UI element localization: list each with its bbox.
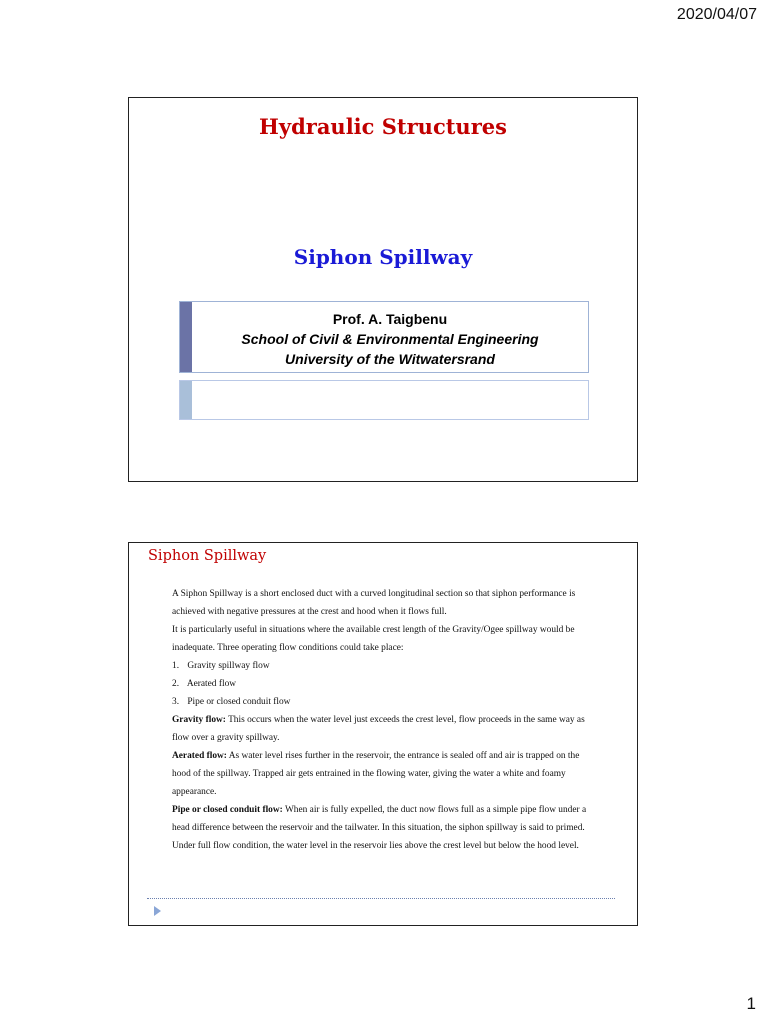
term-text: When air is fully expelled, the duct now flows full as a simple pipe flow under a head difference between the reservoir and the tailwater. In this situation, the siphon spillway is said to primed. Under full flow condition, the water level in the reservoir lies above the crest level but below the hood level. <box>172 805 587 851</box>
list-text: Aerated flow <box>186 679 237 689</box>
term-label: Pipe or closed conduit flow: <box>172 805 283 815</box>
list-text: Pipe or closed conduit flow <box>187 697 291 707</box>
list-number: 1. <box>172 661 180 671</box>
page-date: 2020/04/07 <box>676 6 757 23</box>
content-slide <box>128 542 638 926</box>
author-school: School of Civil & Environmental Engineering <box>241 331 539 347</box>
footer-divider <box>147 898 615 899</box>
paragraph-pipe-flow <box>172 801 592 855</box>
term-text: This occurs when the water level just exceeds the crest level, flow proceeds in the same way as flow over a gravity spillway. <box>172 715 585 743</box>
paragraph: It is particularly useful in situations where the available crest length of the Gravity/Ogee spillway would be inadequate. Three operating flow conditions could take place: <box>172 625 575 653</box>
slide-title: Siphon Spillway <box>148 548 267 564</box>
list-text: Gravity spillway flow <box>187 661 270 671</box>
list-item <box>172 675 592 693</box>
list-number: 2. <box>172 679 180 689</box>
term-text: As water level rises further in the reservoir, the entrance is sealed off and air is trapped on the hood of the spillway. Trapped air gets entrained in the flowing water, giving the water a white and foamy appearance. <box>172 751 580 797</box>
author-name: Prof. A. Taigbenu <box>332 311 448 327</box>
paragraph: A Siphon Spillway is a short enclosed duct with a curved longitudinal section so that siphon performance is achieved with negative pressures at the crest and hood when it flows full. <box>172 589 576 617</box>
paragraph-gravity-flow <box>172 711 592 747</box>
author-box <box>179 301 589 373</box>
author-university: University of the Witwatersrand <box>285 351 495 367</box>
term-label: Gravity flow: <box>172 715 226 725</box>
arrow-icon <box>154 906 161 916</box>
slide-title: Hydraulic Structures <box>259 114 507 139</box>
slide-subtitle: Siphon Spillway <box>293 245 473 269</box>
list-item <box>172 693 592 711</box>
paragraph-aerated-flow <box>172 747 592 801</box>
page-number: 1 <box>746 994 756 1013</box>
empty-box <box>179 380 589 420</box>
list-item <box>172 657 592 675</box>
empty-box-accent-bar <box>180 381 192 419</box>
term-label: Aerated flow: <box>172 751 227 761</box>
title-slide <box>128 97 638 482</box>
author-box-accent-bar <box>180 302 192 372</box>
author-text <box>192 309 588 369</box>
list-number: 3. <box>172 697 180 707</box>
slide-body <box>172 585 592 855</box>
